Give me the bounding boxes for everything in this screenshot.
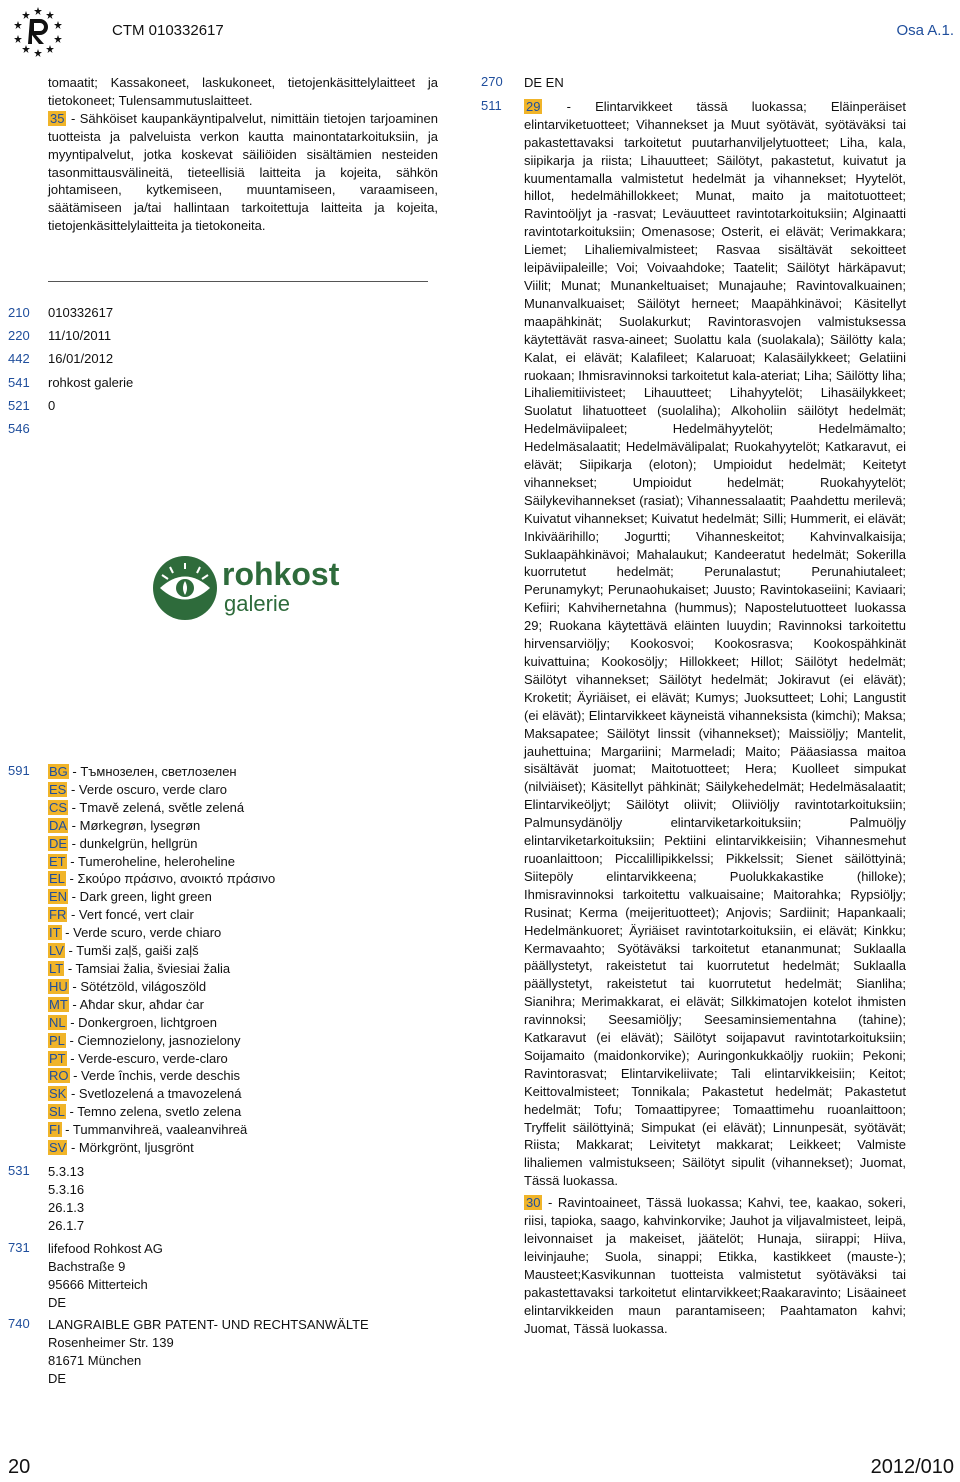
class30-text: - Ravintoaineet, Tässä luokassa; Kahvi, tee, kaakao, sokeri, riisi, tapioka, saago, kahvinkorvike; Jauhot ja viljavalmisteet, leipä, leivonnaiset ja makeiset, jäätelöt; Hunaja, siirappi; Hiiva, leivinjauhe; Suola, sinappi; Etikka, kastikkeet (mauste-); Mausteet;Kasvikunnan tuotteista valmistetut syötäväksi tai pakastettavaksi tarkoitetut elintarvikkeet;Raakaravinto; Lisäaineet elintarvikkeiden maun parantamiseen; Paahtamaton kahvi; Juomat, Tässä luokassa. xyxy=(524,1195,906,1336)
page-number: 20 xyxy=(8,1456,31,1478)
trademark-logo-image xyxy=(152,555,348,621)
class29-text: - Elintarvikkeet tässä luokassa; Eläinperäiset elintarviketuotteet; Vihannekset ja Muut syötävät, syötäväksi tai pakastettavaksi tarkoitetut puutarhanviljelytuotteet; Liha, kala, siipikarja ja riista; Lihauutteet; Säilötyt, pakastetut, kuivatut ja kuumentamalla valmistetut hedelmät ja vihannekset; Hyytelöt, hillot, hedelmähillokkeet; Munat, maito ja maitotuotteet; Ravintoöljyt ja -rasvat; Leväuutteet ravintotarkoituksiin; Alginaatti ravintotarkoituksiin; Omenasose; Osterit, ei elävät; Verimakkara; Liemet; Lihaliemivalmisteet; Rasvaa sisältävät sekoitteet leipäviipaleille; Voi; Voivaahdoke; Taatelit; Säilötyt härkäpavut; Viilit; Munat; Munankeltuaiset; Munajauhe; Ravintovalkuainen; Munanvalkuaiset; Säilötyt herneet; Maapähkinävoi; Käsitellyt maapähkinät; Suolakurkut; Ravintorasvojen valmistuksessa käytettävät rasva-aineet; Suolattu kala (suolakala); Säilötty kala; Kalat, ei elävät; Kalafileet; Kalaruoat; Kalasäilykkeet; Gelatiini ruokaan; Ihmisravinnoksi tarkoitetut kala-ateriat; Liha; Säilötty liha; Lihaliemitiivisteet; Lihauutteet; Lihahyytelöt; Lihasäilykkeet; Suolatut lihatuotteet (suolaliha); Alkoholiin säilötyt hedelmät; Hedelmäviipaleet; Hedelmähyytelöt; Hedelmämalto; Hedelmäsalaatit; Hedelmävälipalat; Ruokahyytelöt; Katkaravut, ei elävät; Siipikarja (eloton); Umpioidut hedelmät; Keitetyt vihannekset; Umpioidut hedelmät; Ruokahyytelöt; Säilykevihannekset (rasiat); Vihannessalaatit; Paahdettu merilevä; Kuivatut vihannekset; Kuivatut hedelmät; Silli; Hummerit, ei elävät; Inkiväärihillo; Jogurtti; Vihanneskeitot; Kahvinvalkaisija; Suklaapähkinävoi; Mahalaukut; Kandeeratut hedelmät; Sokerilla kuorrutetut hedelmät; Perunalastut; Perunahiutaleet; Perunamykyt; Perunaohukaiset; Juusto; Ravintokaseiini; Kaviaari; Kefiiri; Kahvihernetahna (hummus); Napostelutuotteet luokassa 29; Ruokana käytettävä eläinten luuydin; Ravinnoksi tarkoitettu hirvensarviöljy; Kookosvoi; Kookosrasva; Kookospähkinät kuivattuina; Kookosöljy; Hillokkeet; Hillot; Säilötyt hedelmät; Säilötyt vihannekset; Säilötyt hedelmät; Jokiravut (ei elävät); Kroketit; Äyriäiset, ei elävät; Kumys; Juoksutteet; Lohi; Langustit (ei elävät); Elintarvikkeet käyneistä vihanneksista (kimchi); Maksa; Maksapatee; Säilötyt linssit (vihannekset); Maissiöljy; Mantelit, jauhettuina; Margariini; Marmeladi; Maito; Pääasiassa maitoa sisältävät juomat; Maitotuotteet; Hera; Kuolleet simpukat (nilviäiset); Käsitellyt pähkinät; Säilykehedelmät; Hedelmäsalaatit; Elintarvikeöljyt; Säilötyt oliivit; Oliiviöljy ravintotarkoituksiin; Palmunsydänöljy elintarviketarkoituksiin; Palmuöljy elintarviketarkoituksiin; Pektiini elintarvikkeisiin; Vihannesmehut ruoanlaittoon; Piccalillipikkelssi; Pikkelssit; Sienet säilöttyinä; Siitepöly elintarvikkeena; Puolukkakastike (hilloke); Ihmisravinnoksi tarkoitettu valkuaisaine; Maitorahka; Rypsiöljy; Rusinat; Kerma (meijerituotteet); Anjovis; Sardiinit; Hapankaali; Hedelmänkuoret; Äyriäiset ravintotarkoituksiin, ei elävät; Kinkku; Kermavaahto; Syötäväksi tarkoitetut etananmunat; Suklaalla päällystetyt, rakeistetut tai kuorrutetut hedelmät; Suklaalla päällystetyt, rakeistetut tai kuorrutetut hedelmät; Sianliha; Sianihra; Merimakkarat, ei elävät; Silkkimatojen kotelot ihmisten ravinnoksi; Seesamiöljy; Seesaminsiementahna (tahine); Katkaravut (ei elävät); Säilötyt soijapavut ravintotarkoituksiin; Soijamaito (maidonkorvike); Auringonkukkaöljy ruokiin; Pekoni; Ravintorasvat; Elintarvikeliivate; Tali elintarvikkeisiin; Keitot; Keittovalmisteet; Tonnikala; Pakastetut hedelmät; Pakastetut hedelmät; Tofu; Tomaattipyree; Tomaattimehu ruoanlaittoon; Tryffelit säilöttyinä; Simpukat (ei elävät); Linnunpesät, syötävät; Riista; Makkarat; Leivitetyt makkarat; Leikkeet; Valmiste lihaliemen valmistukseen; Säilötyt sipulit (vihannekset); Juomat, Tässä luokassa. xyxy=(524,98,906,1189)
field-code-531: 531 xyxy=(8,1163,30,1178)
colour-row xyxy=(48,781,275,799)
page-header xyxy=(0,0,960,62)
logo-wordmark: rohkost xyxy=(222,556,340,592)
ohim-emblem-icon xyxy=(8,4,68,58)
class29-paragraph xyxy=(524,98,906,1190)
field-value-521: 0 xyxy=(48,398,56,413)
colour-text: - Σκούρο πράσινο, ανοικτό πράσινο xyxy=(65,871,276,887)
field-code-740: 740 xyxy=(8,1316,30,1331)
colour-row xyxy=(48,1050,275,1068)
language-code: DE xyxy=(49,835,68,851)
colour-row xyxy=(48,888,275,906)
class35-paragraph xyxy=(48,110,438,235)
vienna-code: 26.1.3 xyxy=(48,1199,85,1215)
language-code: MT xyxy=(49,996,68,1012)
field-code-511: 511 xyxy=(481,98,502,113)
colour-row xyxy=(48,763,275,781)
class35-text: - Sähköiset kaupankäyntipalvelut, nimittäin tietojen tarjoaminen tuotteista ja palveluista verkon kautta mainontatarkoituksiin, ja myyntipalvelut, jotka koskevat säiliöiden sisältämien nesteiden tasonmittausvälineitä, tieteellisiä laitteita ja kojeita, sähkön johtamiseen, kytkemiseen, muuntamiseen, varaamiseen, säätämiseen ja/tai hallintaan tarkoitettuja laitteita ja kojeita, tietojenkäsittelylaitteita ja tietokoneita. xyxy=(48,110,438,234)
header-title: CTM 010332617 xyxy=(112,22,224,39)
representative-address xyxy=(48,1316,369,1388)
representative-line: LANGRAIBLE GBR PATENT- UND RECHTSANWÄLTE xyxy=(48,1317,369,1332)
colour-text: - Verde oscuro, verde claro xyxy=(67,781,228,797)
language-code: ET xyxy=(49,853,66,869)
colour-row xyxy=(48,870,275,888)
language-code: SV xyxy=(49,1140,67,1156)
language-code: EN xyxy=(49,889,68,905)
colour-row xyxy=(48,1085,275,1103)
field-code-546: 546 xyxy=(8,421,30,436)
colour-row xyxy=(48,817,275,835)
colour-row xyxy=(48,1103,275,1121)
colour-text: - Temno zelena, svetlo zelena xyxy=(65,1104,242,1120)
colour-row xyxy=(48,924,275,942)
field-code-521: 521 xyxy=(8,398,30,413)
vienna-code: 5.3.13 xyxy=(48,1164,85,1179)
colour-text: - Verde scuro, verde chiaro xyxy=(61,925,222,941)
issue-number: 2012/010 xyxy=(870,1456,954,1478)
representative-line: Rosenheimer Str. 139 xyxy=(48,1334,174,1350)
language-code: LT xyxy=(49,960,64,976)
colour-text: - Dark green, light green xyxy=(68,889,212,905)
field-code-210: 210 xyxy=(8,305,30,320)
language-code: IT xyxy=(49,925,61,941)
colour-text: - Tmavě zelená, světle zelená xyxy=(68,799,245,815)
language-code: PT xyxy=(49,1050,66,1066)
class30-paragraph xyxy=(524,1194,906,1337)
right-column-text xyxy=(524,74,906,1337)
colour-text: - Tumeroheline, heleroheline xyxy=(66,853,236,869)
colour-text: - dunkelgrün, hellgrün xyxy=(68,835,198,851)
vienna-code: 26.1.7 xyxy=(48,1217,85,1233)
field-value-210: 010332617 xyxy=(48,305,114,320)
language-code: DA xyxy=(49,817,68,833)
colour-row xyxy=(48,799,275,817)
colour-text: - Tamsiai žalia, šviesiai žalia xyxy=(64,960,231,976)
colour-text: - Mörkgrönt, ljusgrönt xyxy=(67,1140,194,1156)
language-code: BG xyxy=(49,764,68,779)
field-code-731: 731 xyxy=(8,1240,30,1255)
left-column-text xyxy=(48,74,438,235)
owner-line: DE xyxy=(48,1294,67,1310)
language-code: FR xyxy=(49,907,67,923)
section-divider xyxy=(48,281,428,282)
owner-line: lifefood Rohkost AG xyxy=(48,1241,163,1256)
field-code-591: 591 xyxy=(8,763,30,778)
colour-text: - Тъмнозелен, светлозелен xyxy=(68,764,237,779)
colour-text: - Verde închis, verde deschis xyxy=(69,1068,241,1084)
colour-descriptions xyxy=(48,763,275,1157)
header-section-label: Osa A.1. xyxy=(896,22,954,39)
language-code: CS xyxy=(49,799,68,815)
representative-line: 81671 München xyxy=(48,1352,142,1368)
language-code: FI xyxy=(49,1122,61,1138)
field-value-442: 16/01/2012 xyxy=(48,351,114,366)
language-code: SL xyxy=(49,1104,65,1120)
colour-row xyxy=(48,906,275,924)
colour-row xyxy=(48,942,275,960)
language-code: NL xyxy=(49,1014,66,1030)
owner-line: Bachstraße 9 xyxy=(48,1258,126,1274)
colour-row xyxy=(48,1032,275,1050)
field-code-270: 270 xyxy=(481,74,503,89)
colour-row xyxy=(48,1121,275,1139)
field-value-220: 11/10/2011 xyxy=(48,328,112,343)
owner-line: 95666 Mitterteich xyxy=(48,1276,148,1292)
language-code: PL xyxy=(49,1032,65,1048)
colour-text: - Sötétzöld, világoszöld xyxy=(68,978,207,994)
language-code: LV xyxy=(49,943,64,959)
colour-row xyxy=(48,978,275,996)
colour-text: - Verde-escuro, verde-claro xyxy=(66,1050,228,1066)
class-number-badge: 29 xyxy=(526,98,541,114)
colour-row xyxy=(48,1014,275,1032)
class-number-badge: 35 xyxy=(50,110,65,126)
colour-text: - Aħdar skur, aħdar ċar xyxy=(68,996,204,1012)
colour-text: - Ciemnozielony, jasnozielony xyxy=(65,1032,241,1048)
logo-subword: galerie xyxy=(224,591,291,616)
language-code: SK xyxy=(49,1086,67,1102)
colour-text: - Tummanvihreä, vaaleanvihreä xyxy=(61,1122,248,1138)
colour-text: - Mørkegrøn, lysegrøn xyxy=(68,817,201,833)
language-code: HU xyxy=(49,978,68,994)
colour-row xyxy=(48,996,275,1014)
vienna-code: 5.3.16 xyxy=(48,1181,85,1197)
languages-270: DE EN xyxy=(524,75,564,90)
colour-row xyxy=(48,960,275,978)
colour-text: - Svetlozelená a tmavozelená xyxy=(67,1086,242,1102)
field-code-541: 541 xyxy=(8,375,30,390)
colour-row xyxy=(48,853,275,871)
intro-paragraph: tomaatit; Kassakoneet, laskukoneet, tietojenkäsittelylaitteet ja tietokoneet; Tulensammutuslaitteet. xyxy=(48,75,438,108)
language-code: ES xyxy=(49,781,67,797)
language-code: RO xyxy=(49,1068,69,1084)
colour-row xyxy=(48,1139,275,1157)
colour-row xyxy=(48,835,275,853)
field-code-220: 220 xyxy=(8,328,30,343)
colour-text: - Vert foncé, vert clair xyxy=(67,907,194,923)
field-code-442: 442 xyxy=(8,351,30,366)
colour-text: - Tumši zaļš, gaiši zaļš xyxy=(64,943,199,959)
colour-text: - Donkergroen, lichtgroen xyxy=(66,1014,217,1030)
class-number-badge: 30 xyxy=(526,1195,541,1211)
vienna-classification xyxy=(48,1163,84,1235)
field-value-541: rohkost galerie xyxy=(48,375,134,390)
language-code: EL xyxy=(49,871,65,887)
representative-line: DE xyxy=(48,1370,67,1386)
colour-row xyxy=(48,1067,275,1085)
owner-address xyxy=(48,1240,163,1312)
